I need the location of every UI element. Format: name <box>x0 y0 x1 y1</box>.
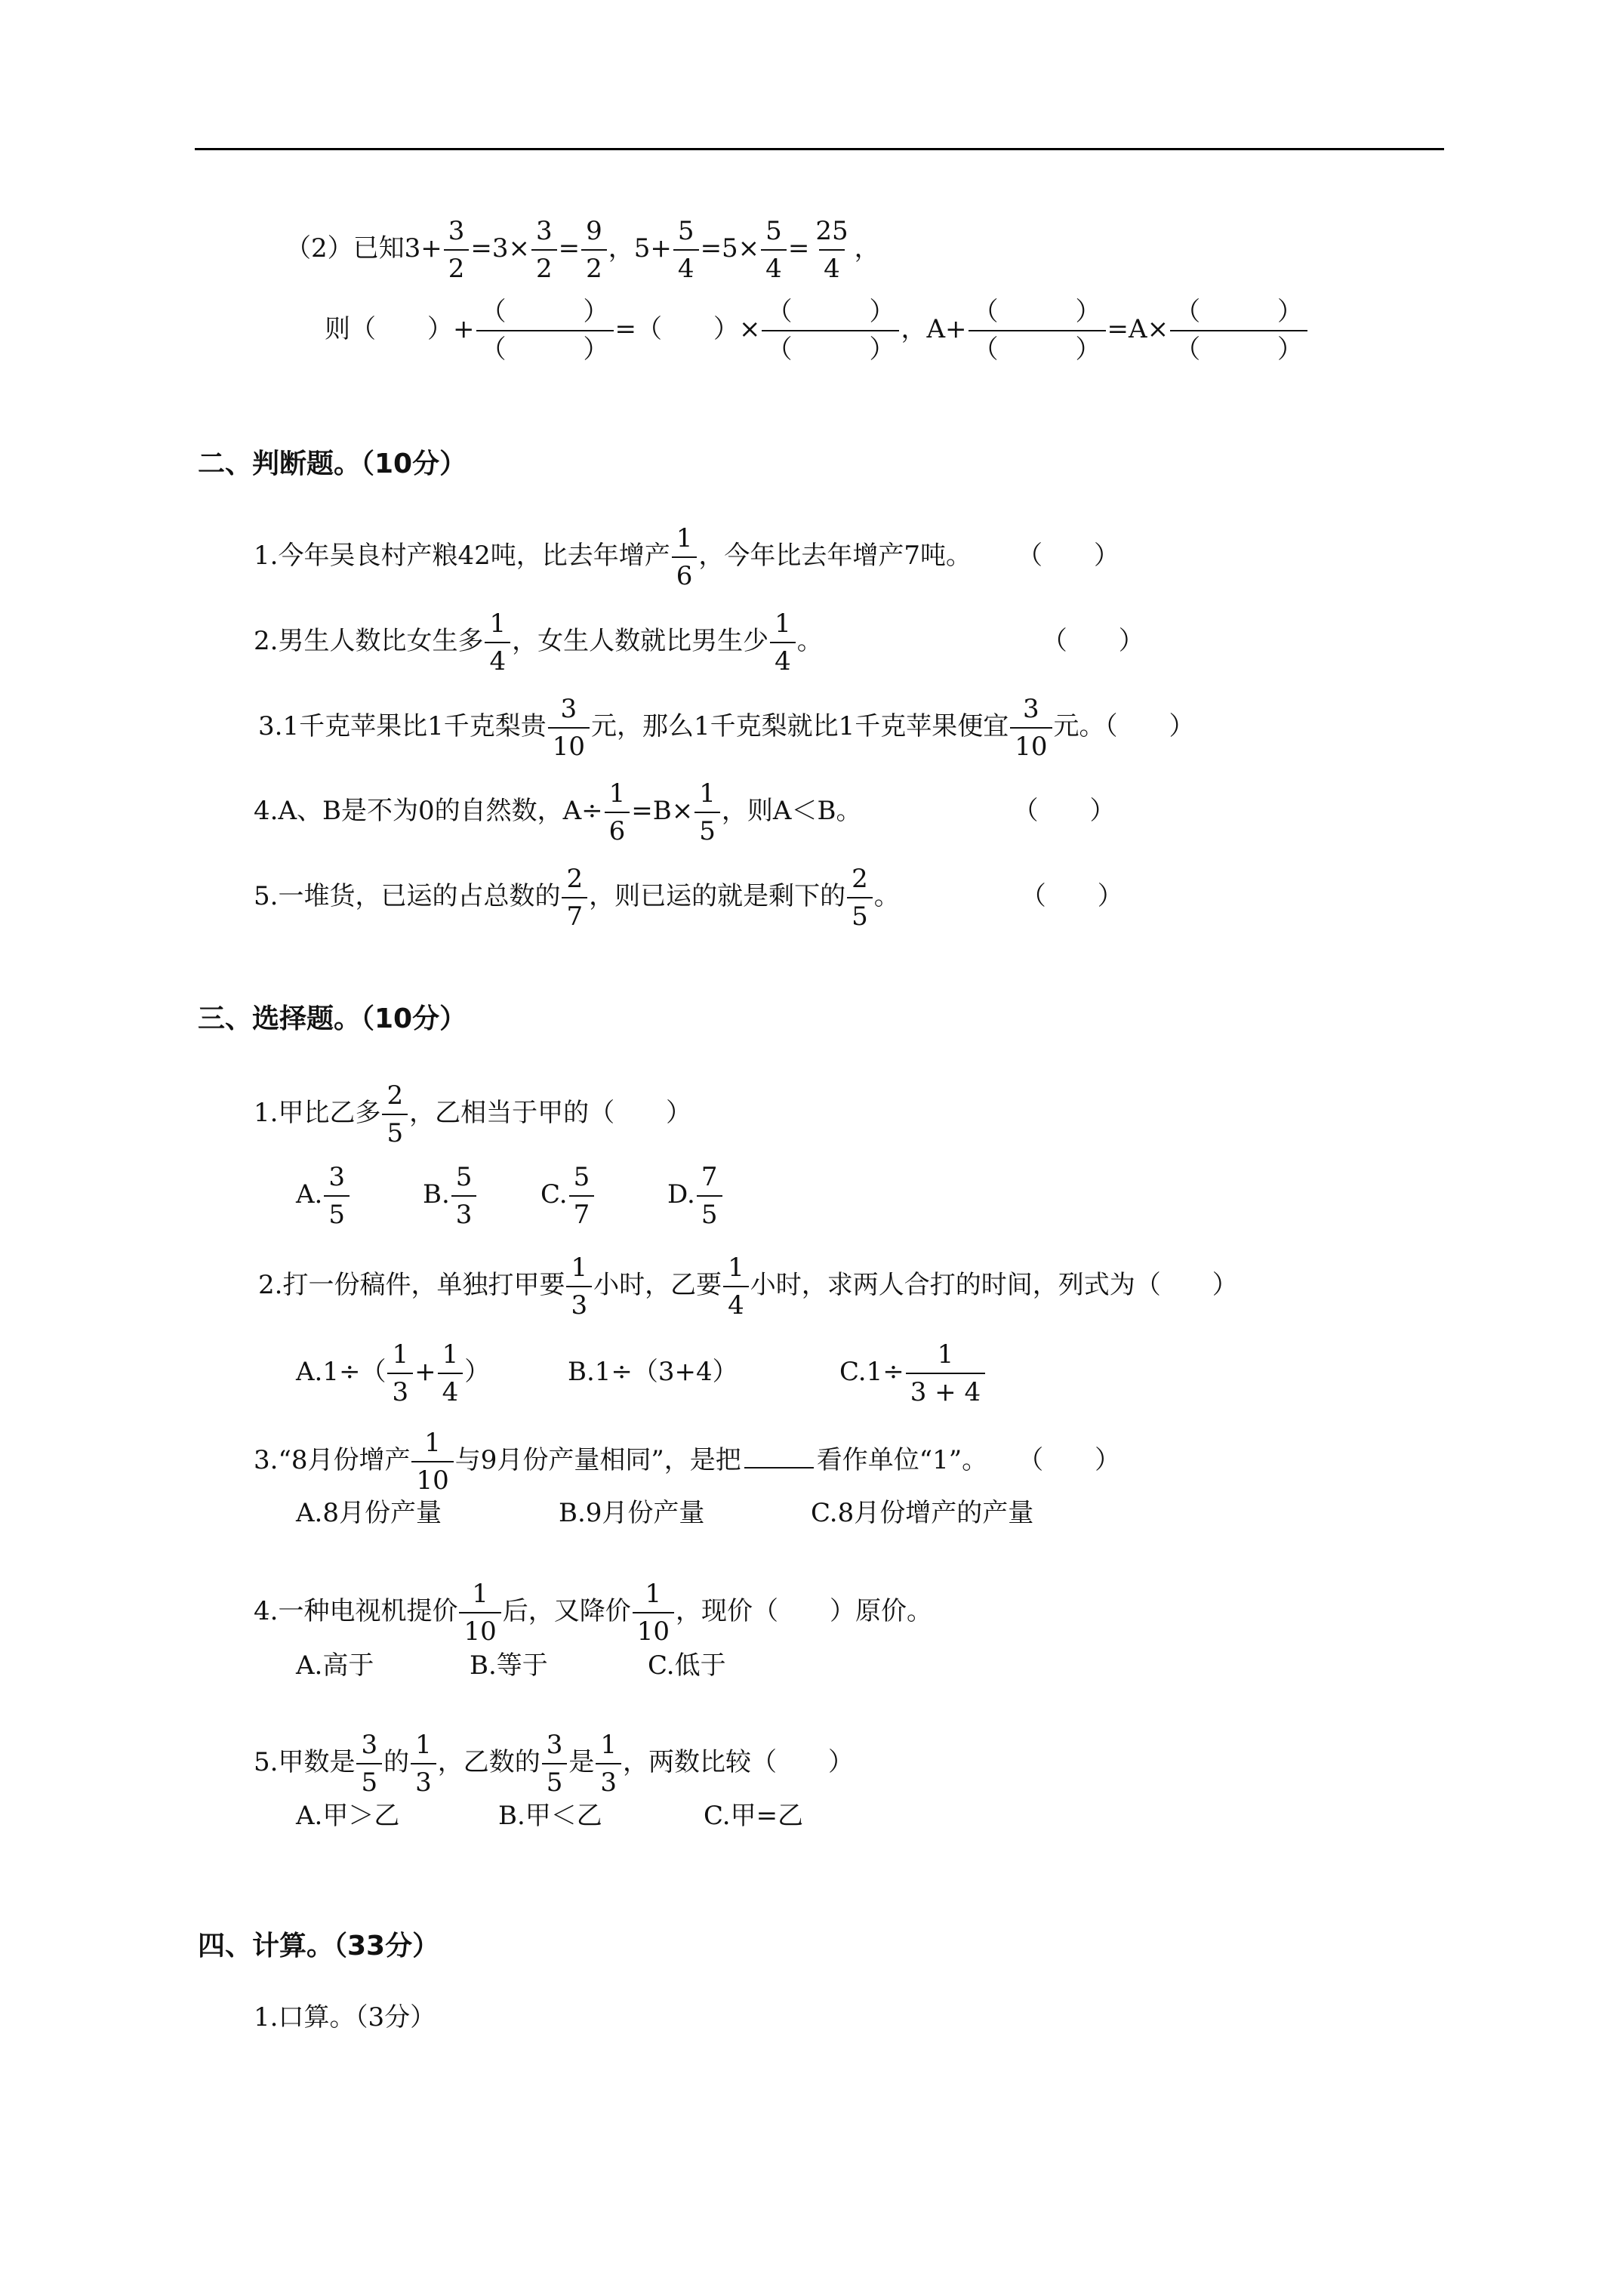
question-text: 看作单位“1”。 <box>816 1445 988 1475</box>
denominator: 2 <box>531 249 557 285</box>
question-text: ，则已运的就是剩下的 <box>589 881 846 911</box>
question-text: ，两数比较（ ） <box>623 1747 855 1777</box>
choice-q4-options <box>296 1650 726 1681</box>
question-text: ，则A＜B。 <box>721 796 862 826</box>
expr-text: = <box>787 233 810 264</box>
numerator: 1 <box>937 1339 954 1370</box>
answer-paren[interactable]: （ ） <box>1018 1445 1121 1475</box>
option-c[interactable] <box>839 1339 987 1408</box>
section4-title: 四、计算。（33分） <box>198 1931 440 1962</box>
numerator-blank[interactable]: （ ） <box>480 297 609 327</box>
denominator: 2 <box>444 249 470 285</box>
question-text: 后，又降价 <box>502 1596 631 1626</box>
denominator: 5 <box>356 1763 382 1798</box>
question-text: 4.A、B是不为0的自然数，A÷ <box>254 796 603 826</box>
option-c[interactable]: C.甲=乙 <box>704 1801 804 1831</box>
option-a[interactable] <box>296 1161 423 1231</box>
option-label: C. <box>540 1179 568 1210</box>
expr-text: ， <box>854 233 880 264</box>
section3-title: 三、选择题。（10分） <box>198 1003 467 1034</box>
question-text: =B× <box>631 796 694 826</box>
option-d[interactable] <box>667 1161 724 1231</box>
question-text: ，现价（ ）原价。 <box>675 1596 932 1626</box>
question-text: 5.甲数是 <box>254 1747 356 1777</box>
header-rule <box>195 148 1444 150</box>
choice-q3 <box>254 1427 1120 1496</box>
expr-text: 则（ ）+ <box>325 314 475 344</box>
question-text: 1.今年吴良村产粮42吨，比去年增产 <box>254 541 670 571</box>
denominator: 4 <box>723 1286 749 1321</box>
option-c[interactable]: C.低于 <box>648 1650 726 1681</box>
numerator: 5 <box>573 1162 590 1192</box>
fraction <box>581 215 607 285</box>
expr-text: ，A+ <box>901 314 967 344</box>
numerator: 25 <box>815 216 848 246</box>
denominator: 5 <box>847 897 873 932</box>
denominator: 4 <box>770 642 796 677</box>
numerator: 1 <box>645 1579 662 1609</box>
denominator: 6 <box>672 556 698 592</box>
option-c[interactable] <box>540 1161 667 1231</box>
option-text: A.1÷（ <box>296 1357 387 1387</box>
denominator: 6 <box>605 812 630 847</box>
fraction <box>906 1339 985 1408</box>
q2-fill-line <box>325 296 1309 365</box>
question-text[interactable]: 元。（ ） <box>1053 711 1195 741</box>
numerator: 3 <box>560 694 577 724</box>
expr-text: 3+ <box>404 233 442 264</box>
denominator: 3 <box>387 1373 413 1408</box>
numerator: 2 <box>387 1080 404 1111</box>
numerator: 3 <box>361 1730 378 1760</box>
fraction <box>411 1427 453 1496</box>
denominator-blank[interactable]: （ ） <box>476 330 614 365</box>
fraction <box>324 1161 350 1231</box>
denominator: 7 <box>569 1195 595 1231</box>
fraction <box>548 693 590 763</box>
option-label: A. <box>296 1179 323 1210</box>
denominator: 7 <box>562 897 587 932</box>
judge-q3 <box>258 693 1195 763</box>
question-text: 。 <box>796 626 823 656</box>
denominator: 4 <box>673 249 699 285</box>
option-text: ） <box>464 1357 491 1387</box>
choice-q5-options <box>296 1801 803 1831</box>
answer-paren[interactable]: （ ） <box>1012 796 1116 826</box>
fraction <box>673 215 699 285</box>
numerator: 1 <box>489 609 507 639</box>
question-text: 5.一堆货，已运的占总数的 <box>254 881 561 911</box>
fraction <box>694 778 720 847</box>
numerator: 1 <box>699 778 716 809</box>
section2-title: 二、判断题。（10分） <box>198 448 467 479</box>
fraction <box>485 608 510 677</box>
numerator: 1 <box>424 1428 441 1458</box>
numerator: 3 <box>328 1162 346 1192</box>
denominator: 10 <box>411 1461 453 1496</box>
question-text: 4.一种电视机提价 <box>254 1596 458 1626</box>
q2-given-line <box>285 215 880 285</box>
fraction <box>411 1729 436 1798</box>
option-c[interactable]: C.8月份增产的产量 <box>811 1498 1034 1528</box>
numerator: 3 <box>546 1730 563 1760</box>
fraction <box>451 1161 477 1231</box>
numerator: 3 <box>1023 694 1039 724</box>
fraction <box>438 1339 463 1408</box>
option-a[interactable]: A.8月份产量 <box>296 1498 442 1528</box>
expr-text: = <box>558 233 581 264</box>
denominator: 3 <box>451 1195 477 1231</box>
question-text: 2.打一份稿件，单独打甲要 <box>258 1270 565 1300</box>
question-text: 与9月份产量相同”，是把 <box>454 1445 741 1475</box>
option-b[interactable] <box>423 1161 540 1231</box>
answer-paren[interactable]: （ ） <box>1020 881 1123 911</box>
numerator: 5 <box>677 216 694 246</box>
choice-q5 <box>254 1729 854 1798</box>
fraction <box>356 1729 382 1798</box>
fraction <box>531 215 557 285</box>
numerator: 3 <box>536 216 553 246</box>
question-text: 3.“8月份增产 <box>254 1445 411 1475</box>
choice-q2-options <box>296 1339 987 1408</box>
denominator: 3 + 4 <box>906 1373 985 1408</box>
denominator: 4 <box>819 249 845 285</box>
question-text: 。 <box>873 881 900 911</box>
fraction <box>382 1080 408 1149</box>
denominator: 5 <box>542 1763 568 1798</box>
question-text: 小时，乙要 <box>593 1270 722 1300</box>
option-b[interactable]: B.甲＜乙 <box>498 1801 602 1831</box>
question-text: ，今年比去年增产7吨。 <box>698 541 972 571</box>
numerator: 1 <box>676 523 693 553</box>
option-a[interactable]: A.高于 <box>296 1650 374 1681</box>
q2-prefix: （2）已知 <box>285 233 405 264</box>
choice-q3-options <box>296 1498 1033 1528</box>
fraction <box>770 608 796 677</box>
denominator: 5 <box>382 1114 408 1149</box>
option-text: C.1÷ <box>839 1357 904 1387</box>
fraction <box>723 1252 749 1321</box>
denominator: 10 <box>1010 727 1052 763</box>
fraction <box>562 863 587 932</box>
option-label: D. <box>667 1179 695 1210</box>
option-b[interactable]: B.1÷（3+4） <box>568 1357 738 1387</box>
option-b[interactable]: B.等于 <box>470 1650 548 1681</box>
question-text: 是 <box>568 1747 595 1777</box>
fraction <box>542 1729 568 1798</box>
numerator: 1 <box>472 1579 488 1609</box>
question-text: 的 <box>383 1747 410 1777</box>
denominator: 4 <box>761 249 787 285</box>
expr-text: ， <box>608 233 634 264</box>
judge-q1 <box>254 522 1119 592</box>
fraction <box>596 1729 621 1798</box>
blank-fraction[interactable] <box>476 296 614 365</box>
denominator-blank[interactable]: （ ） <box>969 330 1106 365</box>
judge-q5 <box>254 863 1123 932</box>
choice-q4 <box>254 1578 932 1647</box>
numerator: 1 <box>415 1730 432 1760</box>
numerator: 1 <box>775 609 791 639</box>
denominator: 3 <box>596 1763 621 1798</box>
fraction <box>672 522 698 592</box>
blank-fraction[interactable] <box>969 296 1106 365</box>
question-text: 元，那么1千克梨就比1千克苹果便宜 <box>590 711 1009 741</box>
numerator: 2 <box>852 864 868 894</box>
question-text: ，乙相当于甲的（ ） <box>409 1098 692 1128</box>
question-text: 小时，求两人合打的时间，列式为（ ） <box>750 1270 1238 1300</box>
question-text: 3.1千克苹果比1千克梨贵 <box>258 711 547 741</box>
denominator: 4 <box>485 642 510 677</box>
option-text: + <box>414 1357 436 1387</box>
denominator: 10 <box>548 727 590 763</box>
question-text: ，乙数的 <box>437 1747 540 1777</box>
numerator: 7 <box>701 1162 718 1192</box>
fraction <box>761 215 787 285</box>
answer-blank[interactable] <box>744 1444 814 1469</box>
question-text: 2.男生人数比女生多 <box>254 626 484 656</box>
fraction <box>566 1252 592 1321</box>
denominator: 10 <box>459 1612 500 1647</box>
numerator: 5 <box>765 216 782 246</box>
numerator: 1 <box>608 778 626 809</box>
denominator: 10 <box>633 1612 674 1647</box>
expr-text: =（ ）× <box>614 314 761 344</box>
denominator-blank[interactable]: （ ） <box>1170 330 1307 365</box>
numerator: 1 <box>442 1339 459 1370</box>
numerator-blank[interactable]: （ ） <box>972 297 1101 327</box>
expr-text: 5+ <box>633 233 672 264</box>
fraction <box>387 1339 413 1408</box>
blank-fraction[interactable] <box>762 296 899 365</box>
fraction <box>847 863 873 932</box>
numerator: 1 <box>392 1339 409 1370</box>
choice-q1 <box>254 1080 691 1149</box>
numerator: 9 <box>586 216 602 246</box>
choice-q1-options <box>296 1161 724 1231</box>
expr-text: =3× <box>470 233 531 264</box>
fraction <box>444 215 470 285</box>
numerator-blank[interactable]: （ ） <box>766 297 895 327</box>
blank-fraction[interactable] <box>1170 296 1307 365</box>
denominator: 5 <box>694 812 720 847</box>
numerator-blank[interactable]: （ ） <box>1175 297 1304 327</box>
choice-q2 <box>258 1252 1238 1321</box>
judge-q4 <box>254 778 1115 847</box>
denominator: 5 <box>324 1195 350 1231</box>
numerator: 1 <box>600 1730 617 1760</box>
option-b[interactable]: B.9月份产量 <box>559 1498 705 1528</box>
denominator-blank[interactable]: （ ） <box>762 330 899 365</box>
fraction <box>633 1578 674 1647</box>
denominator: 5 <box>697 1195 722 1231</box>
numerator: 5 <box>455 1162 473 1192</box>
numerator: 2 <box>566 864 584 894</box>
option-a[interactable] <box>296 1339 568 1408</box>
fraction <box>569 1161 595 1231</box>
denominator: 2 <box>581 249 607 285</box>
calc-q1: 1.口算。（3分） <box>254 2002 436 2032</box>
numerator: 1 <box>571 1253 588 1283</box>
numerator: 3 <box>448 216 465 246</box>
numerator: 1 <box>728 1253 744 1283</box>
denominator: 3 <box>411 1763 436 1798</box>
expr-text: =A× <box>1107 314 1169 344</box>
question-text: ，女生人数就比男生少 <box>512 626 769 656</box>
fraction <box>459 1578 500 1647</box>
denominator: 4 <box>438 1373 463 1408</box>
fraction <box>1010 693 1052 763</box>
answer-paren[interactable]: （ ） <box>1041 626 1144 656</box>
answer-paren[interactable]: （ ） <box>1016 541 1119 571</box>
option-label: B. <box>423 1179 450 1210</box>
fraction <box>605 778 630 847</box>
fraction <box>811 215 852 285</box>
judge-q2 <box>254 608 1144 677</box>
question-text: 1.甲比乙多 <box>254 1098 381 1128</box>
fraction <box>697 1161 722 1231</box>
option-a[interactable]: A.甲＞乙 <box>296 1801 400 1831</box>
denominator: 3 <box>566 1286 592 1321</box>
expr-text: =5× <box>700 233 760 264</box>
